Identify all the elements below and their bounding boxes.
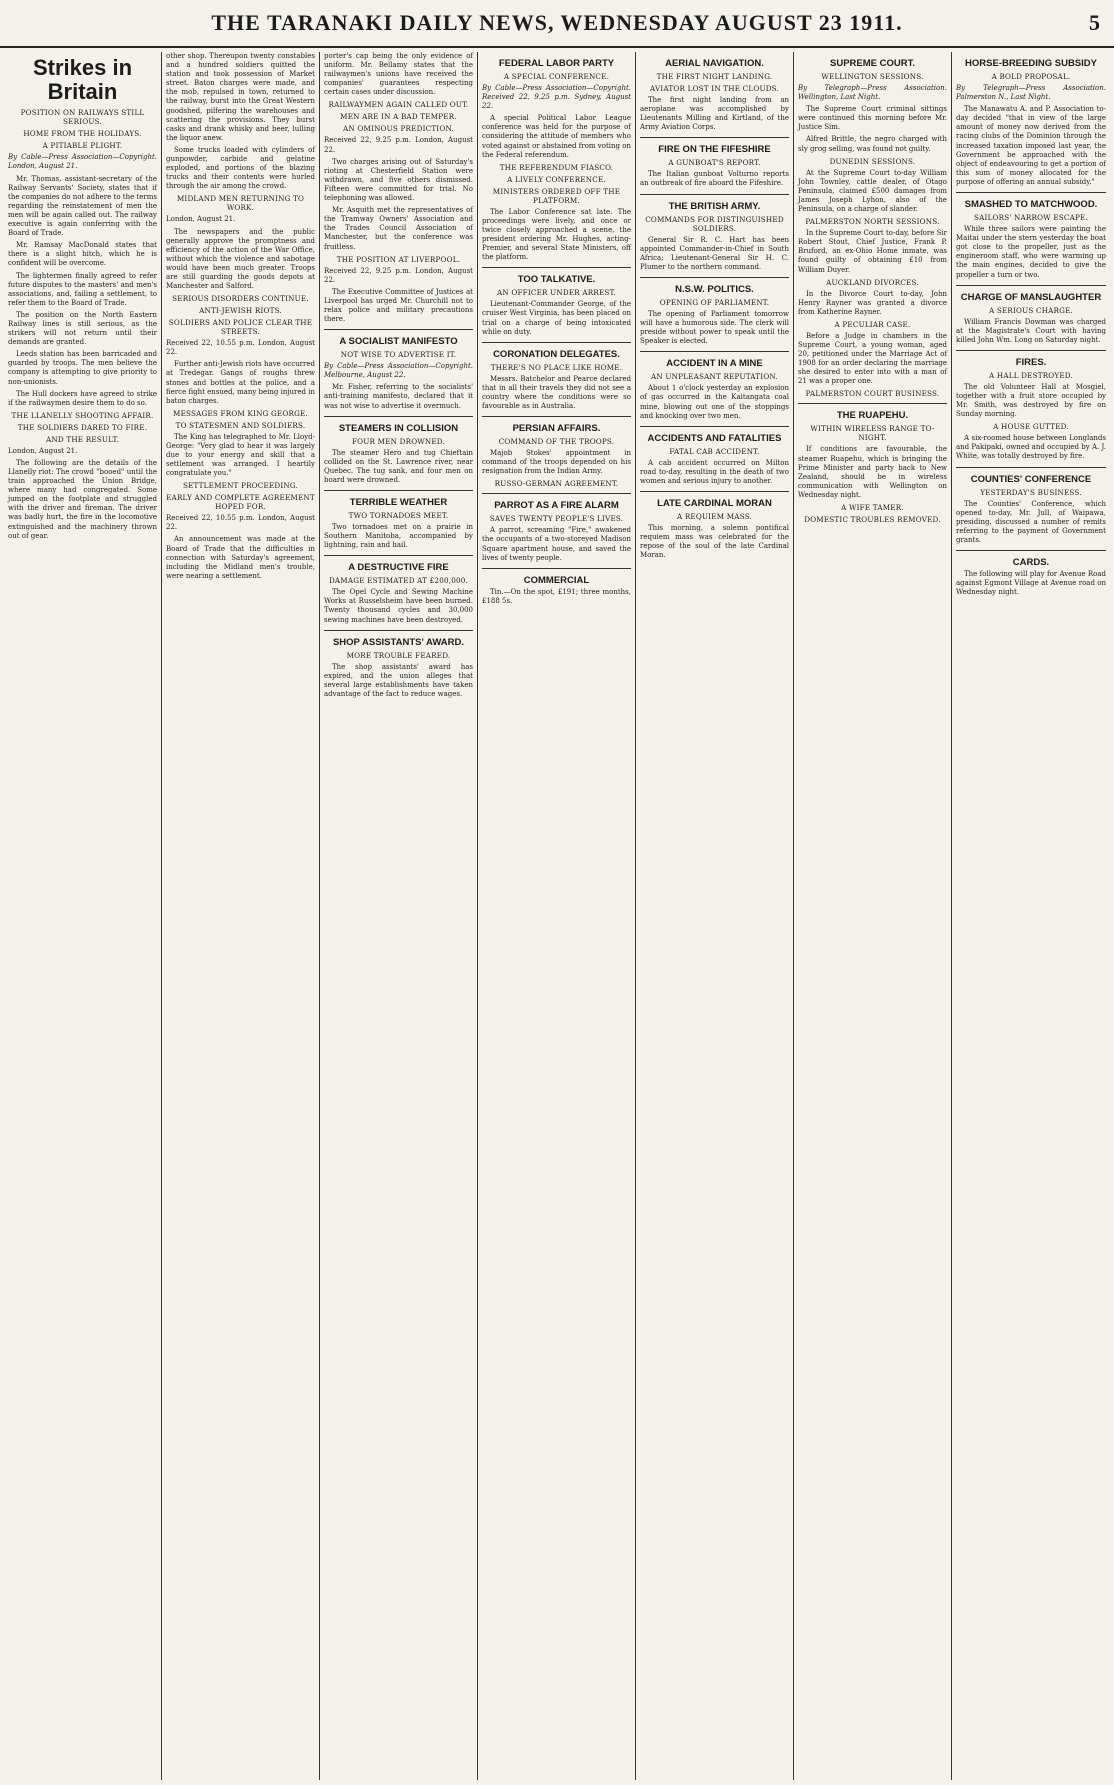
paragraph: Messrs. Batchelor and Pearce declared that in all their travels they did not see a country where the conditions were so favourable as in Australia. xyxy=(482,374,631,410)
subhead: A SPECIAL CONFERENCE. xyxy=(503,72,610,81)
paragraph: The King has telegraphed to Mr. Lloyd-George: "Very glad to hear it was largely due to your energy and skill that a settlement was arranged. I heartily congratulate you." xyxy=(166,432,315,478)
subhead: SERIOUS DISORDERS CONTINUE. xyxy=(172,294,309,304)
article-headline: STEAMERS IN COLLISION xyxy=(338,422,459,434)
subhead: ANTI-JEWISH RIOTS. xyxy=(199,306,282,316)
paragraph: The old Volunteer Hall at Mosgiel, together with a fruit store occupied by Mr. Smith, was destroyed by fire on Sunday morning. xyxy=(956,382,1106,419)
subhead: WITHIN WIRELESS RANGE TO-NIGHT. xyxy=(810,424,935,443)
paragraph: Mr. Ramsay MacDonald states that there is a slight hitch, which he is confident will be overcome. xyxy=(8,241,157,268)
article-headline: PARROT AS A FIRE ALARM xyxy=(494,500,619,512)
dateline: Received 22, 10.55 p.m. London, August 22. xyxy=(166,339,315,357)
rule xyxy=(324,329,473,330)
subhead: AVIATOR LOST IN THE CLOUDS. xyxy=(649,84,780,93)
article-headline: N.S.W. POLITICS. xyxy=(675,283,754,295)
page-number: 5 xyxy=(1089,10,1100,35)
subhead: OPENING OF PARLIAMENT. xyxy=(659,297,770,307)
paragraph: About 1 o'clock yesterday an explosion of gas occurred in the Kaitangata coal mine, blowing out one of the stoppings and knocking over two men. xyxy=(640,384,789,420)
paragraph: other shop. Thereupon twenty constables and a hundred soldiers quitted the station and took possession of Market street. Baton charges were made, and the mob, repulsed in town, returned to the railway, burst into the Great Western goodshed, pilfering the warehouses and scattering the provisions. They burst casks and drank whisky and beer, lulling the liquor anew. xyxy=(166,52,315,142)
paragraph: Mr. Asquith met the representatives of the Tramway Owners' Association and the Trades Council Association of Manchester, but the conference was fruitless. xyxy=(324,206,473,251)
article-headline: FIRES. xyxy=(1015,356,1047,368)
subhead: MINISTERS ORDERED OFF THE PLATFORM. xyxy=(492,186,621,205)
paragraph: Further anti-Jewish riots have occurred at Tredegar. Gangs of roughs threw stones and bottles at the police, and a fierce fight ensued, many being injured in baton charges. xyxy=(166,360,315,405)
rule xyxy=(482,342,631,343)
article-headline: TOO TALKATIVE. xyxy=(517,274,596,286)
article-headline: THE BRITISH ARMY. xyxy=(668,200,761,212)
subhead: AN OMINOUS PREDICTION. xyxy=(343,124,454,134)
paragraph: If conditions are favourable, the steamer Ruapehu, which is bringing the Prime Minister and party back to New Zealand, should be in wireless communication with Wellington on Wednesday night. xyxy=(798,445,947,499)
subhead: WELLINGTON SESSIONS. xyxy=(821,72,924,81)
dateline: By Telegraph—Press Association. Palmerston N., Last Night. xyxy=(956,84,1106,102)
subhead: THE SOLDIERS DARED TO FIRE. xyxy=(17,422,148,432)
subhead: THE FIRST NIGHT LANDING. xyxy=(656,72,773,81)
subhead: SETTLEMENT PROCEEDING. xyxy=(182,481,299,491)
article-headline: COUNTIES' CONFERENCE xyxy=(970,473,1092,485)
subhead: A LIVELY CONFERENCE. xyxy=(507,174,606,184)
rule xyxy=(324,490,473,491)
subhead: TWO TORNADOES MEET. xyxy=(348,511,449,520)
rule xyxy=(482,493,631,494)
paragraph: The shop assistants' award has expired, and the union alleges that several large establishments have taken advantage of the fact to reduce wages. xyxy=(324,662,473,698)
paragraph: The position on the North Eastern Railway lines is still serious, as the strikers will not return until their demands are granted. xyxy=(8,310,157,347)
subhead: A WIFE TAMER. xyxy=(841,503,904,512)
paragraph: The opening of Parliament tomorrow will have a humorous side. The clerk will preside without power to speak until the Speaker is elected. xyxy=(640,309,789,346)
newspaper-title: THE TARANAKI DAILY NEWS, WEDNESDAY AUGUST 23 1911. xyxy=(211,10,903,35)
column-5 xyxy=(636,52,794,1780)
subhead: THE LLANELLY SHOOTING AFFAIR. xyxy=(11,410,154,420)
paragraph: A parrot, screaming "Fire," awakened the occupants of a two-storeyed Madison Square apartment house, and saved the lives of twenty people. xyxy=(482,526,631,562)
rule xyxy=(482,267,631,268)
subhead: THE REFERENDUM FIASCO. xyxy=(499,162,614,172)
paragraph: The first night landing from an aeroplane was accomplished by Lieutenants Milling and Kirtland, of the Army Aviation Corps. xyxy=(640,96,789,132)
article-headline: SUPREME COURT. xyxy=(830,58,915,69)
rule xyxy=(798,403,947,404)
article-headline: AERIAL NAVIGATION. xyxy=(665,58,764,69)
deck: HOME FROM THE HOLIDAYS. xyxy=(23,129,142,139)
article-headline: SHOP ASSISTANTS' AWARD. xyxy=(332,636,465,648)
paragraph: The Opel Cycle and Sewing Machine Works at Russelsheim have been burned. Twenty thousand cycles and 30,000 sewing machines have been destroyed. xyxy=(324,588,473,624)
paragraph: While three sailors were painting the Maitai under the stern yesterday the boat got close to the propeller, just as the engineroom staff, who were warming up the main engines, decided to give the propeller a turn or two. xyxy=(956,225,1106,279)
paragraph: Leeds station has been barricaded and guarded by troops. The men believe the company is attempting to give priority to non-unionists. xyxy=(8,350,157,386)
paragraph: The Hull dockers have agreed to strike if the railwaymen desire them to do so. xyxy=(8,389,157,407)
subhead: A PECULIAR CASE. xyxy=(834,319,911,329)
paragraph: General Sir R. C. Hart has been appointed Commander-in-Chief in South Africa; Lieutenant-General Sir H. C. Plumer to the northern command. xyxy=(640,235,789,271)
dateline: London, August 21. xyxy=(166,215,236,224)
rule xyxy=(324,630,473,631)
subhead: YESTERDAY'S BUSINESS. xyxy=(980,487,1082,497)
paragraph: At the Supreme Court to-day William John Townley, cattle dealer, of Otago Peninsula, claimed £500 damages from James Joseph Lyhon, also of the Peninsula, on a charge of slander. xyxy=(798,168,947,214)
article-headline: CHARGE OF MANSLAUGHTER xyxy=(960,291,1102,303)
paragraph: The Executive Committee of Justices at Liverpool has urged Mr. Churchill not to relax police and military precautions there. xyxy=(324,287,473,324)
rule xyxy=(640,351,789,352)
subhead: FOUR MEN DROWNED. xyxy=(352,436,445,446)
dateline: Received 22, 10.55 p.m. London, August 22. xyxy=(166,514,315,532)
article-headline: ACCIDENTS AND FATALITIES xyxy=(647,432,782,444)
paragraph: The Labor Conference sat late. The proceedings were lively, and once or twice closely approached a scene, the president ordering Mr. Hughes, acting-Premier, and several State Ministers, off the platform. xyxy=(482,207,631,262)
rule xyxy=(640,194,789,195)
paragraph: The Counties' Conference, which opened to-day, Mr. Jull, of Waipawa, presiding, discussed a number of remits referring to the payment of Government grants. xyxy=(956,499,1106,544)
deck: POSITION ON RAILWAYS STILL SERIOUS. xyxy=(20,108,145,127)
subhead: AN OFFICER UNDER ARREST. xyxy=(497,288,616,298)
subhead: NOT WISE TO ADVERTISE IT. xyxy=(340,350,457,360)
dateline: Received 22, 9.25 p.m. London, August 22. xyxy=(324,266,473,284)
paragraph: The Supreme Court criminal sittings were continued this morning before Mr. Justice Sim. xyxy=(798,105,947,132)
dateline: By Telegraph—Press Association. Wellington, Last Night. xyxy=(798,84,947,102)
subhead: PALMERSTON NORTH SESSIONS. xyxy=(805,217,940,227)
rule xyxy=(956,285,1106,286)
paragraph: This morning, a solemn pontifical requiem mass was celebrated for the repose of the soul of the late Cardinal Moran. xyxy=(640,523,789,560)
article-headline: HORSE-BREEDING SUBSIDY xyxy=(965,58,1097,69)
subhead: COMMANDS FOR DISTINGUISHED SOLDIERS. xyxy=(645,214,784,233)
dateline: By Cable—Press Association—Copyright. Melbourne, August 22. xyxy=(324,362,473,380)
rule xyxy=(640,137,789,138)
rule xyxy=(956,467,1106,468)
paragraph: A special Political Labor League conference was held for the purpose of considering the attitude of members who voted against or abstained from voting on the Federal referendum. xyxy=(482,114,631,159)
paragraph: A cab accident occurred on Milton road to-day, resulting in the death of two women and serious injury to another. xyxy=(640,458,789,485)
subhead: MIDLAND MEN RETURNING TO WORK. xyxy=(176,194,305,213)
subhead: SAILORS' NARROW ESCAPE. xyxy=(974,213,1088,223)
rule xyxy=(956,350,1106,351)
paragraph: Mr. Fisher, referring to the socialists' anti-training manifesto, declared that it was not wise to advertise it overmuch. xyxy=(324,383,473,410)
column-2 xyxy=(162,52,320,1780)
article-headline: LATE CARDINAL MORAN xyxy=(657,497,772,509)
subhead: RUSSO-GERMAN AGREEMENT. xyxy=(494,479,619,489)
rule xyxy=(956,192,1106,193)
subhead: AUCKLAND DIVORCES. xyxy=(826,277,919,287)
paragraph: Alfred Brittle, the negro charged with sly grog selling, was found not guilty. xyxy=(798,135,947,153)
subhead: AND THE RESULT. xyxy=(46,434,119,444)
article-headline-strikes: Strikes in Britain xyxy=(32,55,133,105)
paragraph: The Manawatu A. and P. Association to-day decided "that in view of the large amount of money now derived from the racing clubs of the Dominion through the increased taxation imposed last year, the Government be approached with the object of endeavouring to get a portion of this sum of money allocated for the purpose of offering an annual subsidy." xyxy=(956,105,1106,186)
paragraph: The lightermen finally agreed to refer future disputes to the masters' and men's associations, and, failing a settlement, to refer them to the Board of Trade. xyxy=(8,271,157,307)
subhead: AN UNPLEASANT REPUTATION. xyxy=(651,372,778,382)
paragraph: In the Divorce Court to-day, John Henry Rayner was granted a divorce from Katherine Rayner. xyxy=(798,289,947,316)
subhead: PALMERSTON COURT BUSINESS. xyxy=(805,389,940,399)
columns xyxy=(4,52,1110,1780)
rule xyxy=(324,416,473,417)
article-headline: CORONATION DELEGATES. xyxy=(493,348,620,360)
paragraph: An announcement was made at the Board of Trade that the difficulties in connection with Saturday's agreement, including the Midland men's trouble, were nearing a settlement. xyxy=(166,535,315,580)
paragraph: The Italian gunboat Volturno reports an outbreak of fire aboard the Fifeshire. xyxy=(640,170,789,188)
subhead: THE POSITION AT LIVERPOOL. xyxy=(336,254,461,264)
subhead: A HALL DESTROYED. xyxy=(989,370,1073,380)
subhead: A HOUSE GUTTED. xyxy=(993,422,1069,432)
subhead: A BOLD PROPOSAL. xyxy=(991,72,1071,81)
paragraph: Lieutenant-Commander George, of the cruiser West Virginia, has been placed on trial on a charge of being intoxicated while on duty. xyxy=(482,300,631,336)
subhead: FATAL CAB ACCIDENT. xyxy=(669,446,760,456)
subhead: RAILWAYMEN AGAIN CALLED OUT. xyxy=(328,100,469,110)
subhead: MEN ARE IN A BAD TEMPER. xyxy=(340,112,457,122)
paragraph: Majob Stokes' appointment in command of the troops depended on his resignation from the Indian Army. xyxy=(482,449,631,476)
column-3 xyxy=(320,52,478,1780)
column-6 xyxy=(794,52,952,1780)
masthead xyxy=(0,0,1114,48)
column-4 xyxy=(478,52,636,1780)
article-headline: COMMERCIAL xyxy=(523,574,590,586)
rule xyxy=(482,416,631,417)
article-headline: TERRIBLE WEATHER xyxy=(349,497,448,508)
rule xyxy=(482,568,631,569)
paragraph: porter's cap being the only evidence of uniform. Mr. Bellamy states that the railwaymen's unions have received the companies' guarantees respecting certain cases under discussion. xyxy=(324,52,473,97)
dateline: London, August 21. xyxy=(8,446,78,455)
paragraph: Tin.—On the spot, £191; three months, £188 5s. xyxy=(482,587,631,605)
article-headline: A DESTRUCTIVE FIRE xyxy=(348,562,449,574)
subhead: DOMESTIC TROUBLES REMOVED. xyxy=(804,515,941,524)
subhead: TO STATESMEN AND SOLDIERS. xyxy=(175,420,306,430)
article-headline: A SOCIALIST MANIFESTO xyxy=(339,336,458,348)
column-1 xyxy=(4,52,162,1780)
article-headline: PERSIAN AFFAIRS. xyxy=(512,423,601,435)
paragraph: The following are the details of the Llanelly riot: The crowd "booed" until the train approached the Union Bridge, where many had congregated. Some jumped on the footplate and struggled with the driver and fireman. The driver was badly hurt, the fire in the locomotive extinguished and the machinery thrown out of gear. xyxy=(8,458,157,540)
paragraph: A six-roomed house between Longlands and Pakipaki, owned and occupied by A. J. White, was totally destroyed by fire. xyxy=(956,434,1106,461)
article-headline: THE RUAPEHU. xyxy=(836,410,909,422)
paragraph: Two charges arising out of Saturday's rioting at Chesterfield Station were withdrawn, and five others dismissed. Fifteen were committed for trial. No telephoning was allowed. xyxy=(324,157,473,203)
rule xyxy=(956,550,1106,551)
paragraph: Two tornadoes met on a prairie in Southern Manitoba, accompanied by lightning, rain and hail. xyxy=(324,523,473,550)
deck: A PITIABLE PLIGHT. xyxy=(42,141,123,151)
dateline: Received 22, 9.25 p.m. London, August 22. xyxy=(324,136,473,154)
subhead: SOLDIERS AND POLICE CLEAR THE STREETS. xyxy=(168,318,313,337)
subhead: MESSAGES FROM KING GEORGE. xyxy=(173,408,308,418)
paragraph: In the Supreme Court to-day, before Sir Robert Stout, Chief Justice, Frank P. Bruford, an ex-Ohio Home inmate, was found guilty of obtaining £10 from William Duyer. xyxy=(798,229,947,274)
paragraph: Mr. Thomas, assistant-secretary of the Railway Servants' Society, states that if the companies do not adhere to the terms regarding the reinstatement of men the men will be again called out. The railway executive is again conferring with the Board of Trade. xyxy=(8,174,157,238)
article-headline: CARDS. xyxy=(1012,557,1050,568)
paragraph: William Francis Dowman was charged at the Magistrate's Court with having killed John Wm. Long on Saturday night. xyxy=(956,317,1106,344)
article-headline: FIRE ON THE FIFESHIRE xyxy=(658,144,771,156)
subhead: SAVES TWENTY PEOPLE'S LIVES. xyxy=(489,514,624,524)
subhead: COMMAND OF THE TROOPS. xyxy=(498,437,615,447)
subhead: MORE TROUBLE FEARED. xyxy=(346,650,451,660)
paragraph: Some trucks loaded with cylinders of gunpowder, carbide and gelatine exploded, and portions of the blazing trucks and their contents were hurled through the air among the crowd. xyxy=(166,145,315,191)
article-headline: FEDERAL LABOR PARTY xyxy=(498,58,615,69)
column-7 xyxy=(952,52,1110,1780)
paragraph: The steamer Hero and tug Chieftain collided on the St. Lawrence river, near Quebec. The tug sank, and four men on board were drowned. xyxy=(324,448,473,484)
paragraph: The following will play for Avenue Road against Egmont Village at Avenue road on Wednesday night. xyxy=(956,570,1106,597)
dateline: By Cable—Press Association—Copyright. Received 22, 9.25 p.m. Sydney, August 22. xyxy=(482,84,631,111)
subhead: A REQUIEM MASS. xyxy=(676,511,753,521)
subhead: EARLY AND COMPLETE AGREEMENT HOPED FOR. xyxy=(166,493,315,512)
rule xyxy=(640,426,789,427)
subhead: A SERIOUS CHARGE. xyxy=(988,305,1074,315)
paragraph: Before a Judge in chambers in the Supreme Court, a young woman, aged 20, petitioned under the Marriage Act of 1908 for an order declaring the marriage she desired to enter into with a man of 21 was a proper one. xyxy=(798,331,947,386)
article-headline: ACCIDENT IN A MINE xyxy=(666,358,763,370)
rule xyxy=(324,555,473,556)
rule xyxy=(640,277,789,278)
subhead: A GUNBOAT'S REPORT. xyxy=(668,158,761,168)
dateline: By Cable—Press Association—Copyright. London, August 21. xyxy=(8,153,157,171)
rule xyxy=(640,491,789,492)
subhead: THERE'S NO PLACE LIKE HOME. xyxy=(490,362,623,372)
subhead: DAMAGE ESTIMATED AT £200,000. xyxy=(328,576,469,586)
paragraph: The newspapers and the public generally approve the promptness and efficiency of the action of the War Office, without which the violence and sabotage would have been much greater. Troops are still guarding the goods depots at Manchester and Salford. xyxy=(166,227,315,291)
subhead: DUNEDIN SESSIONS. xyxy=(829,156,916,166)
article-headline: SMASHED TO MATCHWOOD. xyxy=(964,199,1098,211)
